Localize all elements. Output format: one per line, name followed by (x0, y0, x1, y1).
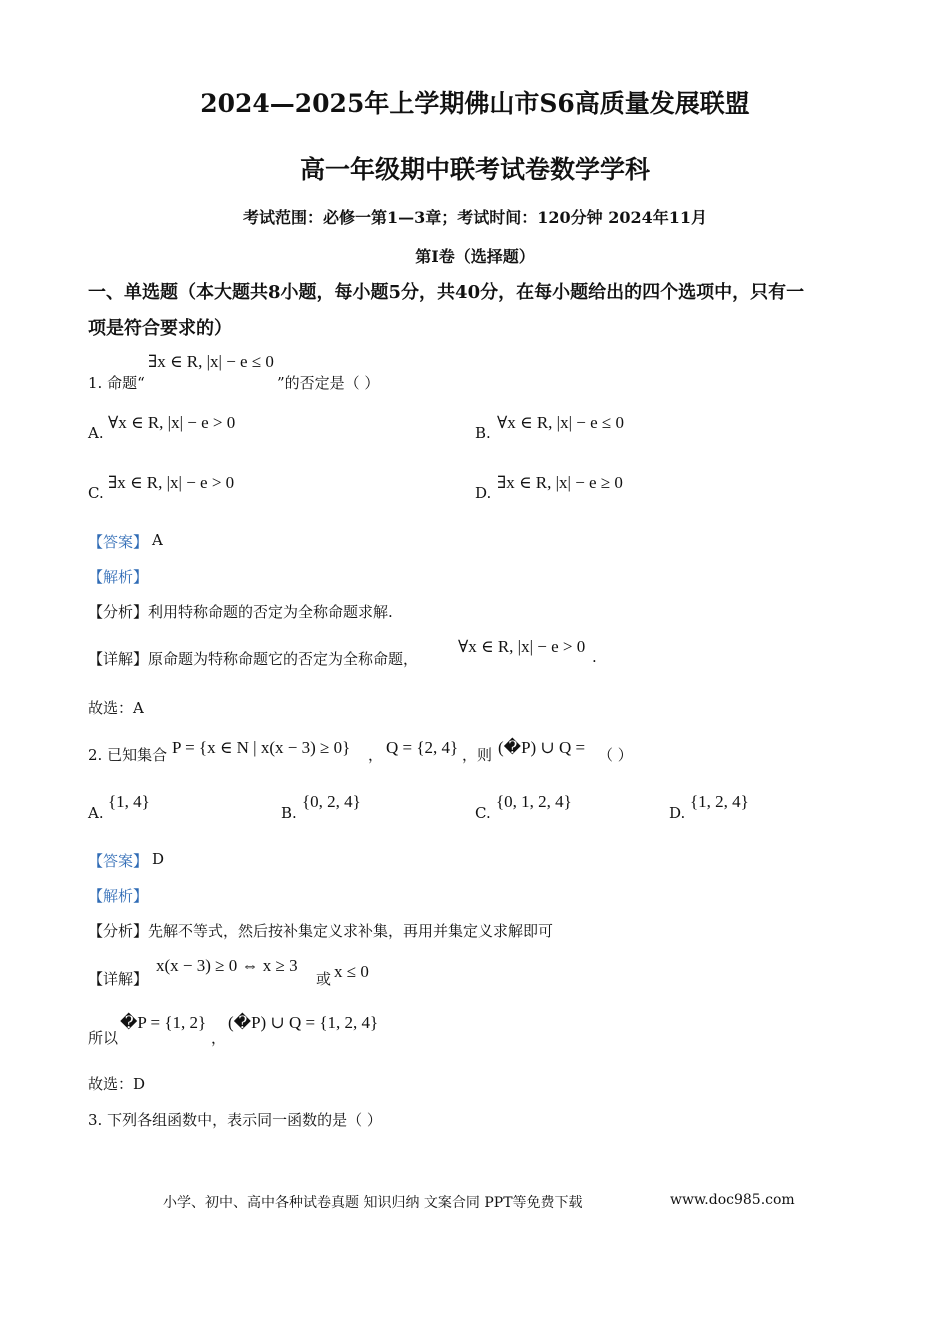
q2-choose: 故选：D (88, 1075, 146, 1093)
q2-comma: ， (368, 746, 384, 764)
q2-so-math-1: �P = {1, 2} (120, 1013, 207, 1032)
document-title-line2: 高一年级期中联考试卷数学学科 (299, 155, 650, 184)
footer-url[interactable]: www.doc985.com (670, 1192, 795, 1208)
q1-option-c-math: ∃x ∈ R, |x| − e > 0 (108, 473, 235, 492)
q1-fenxi: 【分析】利用特称命题的否定为全称命题求解. (88, 603, 393, 621)
q2-set-q-math: Q = {2, 4} (386, 738, 459, 757)
q2-detail-math-1: x(x − 3) ≥ 0 ⇔ x ≥ 3 (156, 956, 298, 975)
q1-answer: A (152, 531, 163, 549)
q2-prefix: 2. 已知集合 (88, 746, 168, 764)
q2-answer: D (152, 850, 165, 868)
exam-info: 考试范围：必修一第1—3章；考试时间：120分钟 2024年11月 (242, 208, 708, 227)
q1-suffix: ”的否定是（ ） (277, 374, 380, 392)
q2-so-text: 所以 (88, 1029, 119, 1047)
q2-option-d-math: {1, 2, 4} (690, 792, 749, 811)
section-heading-line1: 一、单选题（本大题共8小题，每小题5分，共40分，在每小题给出的四个选项中，只有一 (88, 282, 805, 303)
q2-so-comma: ， (211, 1029, 227, 1047)
q1-option-d-label: D. (475, 484, 492, 502)
section-heading-line2: 项是符合要求的） (88, 318, 232, 339)
q2-option-c-label: C. (475, 804, 491, 822)
q1-detail-text: 【详解】原命题为特称命题它的否定为全称命题， (88, 650, 419, 668)
q1-choose: 故选：A (88, 699, 144, 717)
q2-detail-tag: 【详解】 (88, 970, 149, 988)
q2-so-math-2: (�P) ∪ Q = {1, 2, 4} (228, 1013, 379, 1032)
document-title-line1: 2024—2025年上学期佛山市S6高质量发展联盟 (200, 89, 750, 118)
q2-option-b-math: {0, 2, 4} (302, 792, 361, 811)
q2-answer-tag: 【答案】 (88, 852, 149, 870)
q1-option-b-math: ∀x ∈ R, |x| − e ≤ 0 (497, 413, 624, 432)
q2-option-c-math: {0, 1, 2, 4} (496, 792, 572, 811)
q2-fenxi: 【分析】先解不等式，然后按补集定义求补集，再用并集定义求解即可 (88, 922, 554, 940)
q1-option-b-label: B. (475, 424, 491, 442)
q2-option-a-math: {1, 4} (108, 792, 150, 811)
q1-analysis-tag: 【解析】 (88, 568, 149, 586)
q2-detail-math-2: x ≤ 0 (334, 962, 369, 981)
q2-detail-or: 或 (316, 970, 332, 988)
q2-analysis-tag: 【解析】 (88, 887, 149, 905)
q1-proposition-math: ∃x ∈ R, |x| − e ≤ 0 (148, 352, 274, 371)
footer-text: 小学、初中、高中各种试卷真题 知识归纳 文案合同 PPT等免费下载 (163, 1195, 583, 1211)
q2-option-a-label: A. (88, 804, 104, 822)
q1-option-c-label: C. (88, 484, 104, 502)
q2-suffix: （ ） (598, 746, 633, 764)
q2-set-p-math: P = {x ∈ N | x(x − 3) ≥ 0} (172, 738, 351, 757)
q2-option-b-label: B. (281, 804, 297, 822)
q1-prefix: 1. 命题“ (88, 374, 145, 392)
q2-then: ，则 (462, 746, 493, 764)
q1-option-d-math: ∃x ∈ R, |x| − e ≥ 0 (497, 473, 623, 492)
q1-option-a-label: A. (88, 424, 104, 442)
question-3: 3. 下列各组函数中，表示同一函数的是（ ） (88, 1111, 382, 1129)
q1-answer-tag: 【答案】 (88, 533, 149, 551)
q1-option-a-math: ∀x ∈ R, |x| − e > 0 (108, 413, 236, 432)
q1-detail-math: ∀x ∈ R, |x| − e > 0 (458, 637, 586, 656)
q1-detail-period: . (592, 648, 597, 666)
volume-heading: 第I卷（选择题） (415, 247, 535, 266)
q2-expression-math: (�P) ∪ Q = (498, 738, 586, 757)
q2-option-d-label: D. (669, 804, 686, 822)
